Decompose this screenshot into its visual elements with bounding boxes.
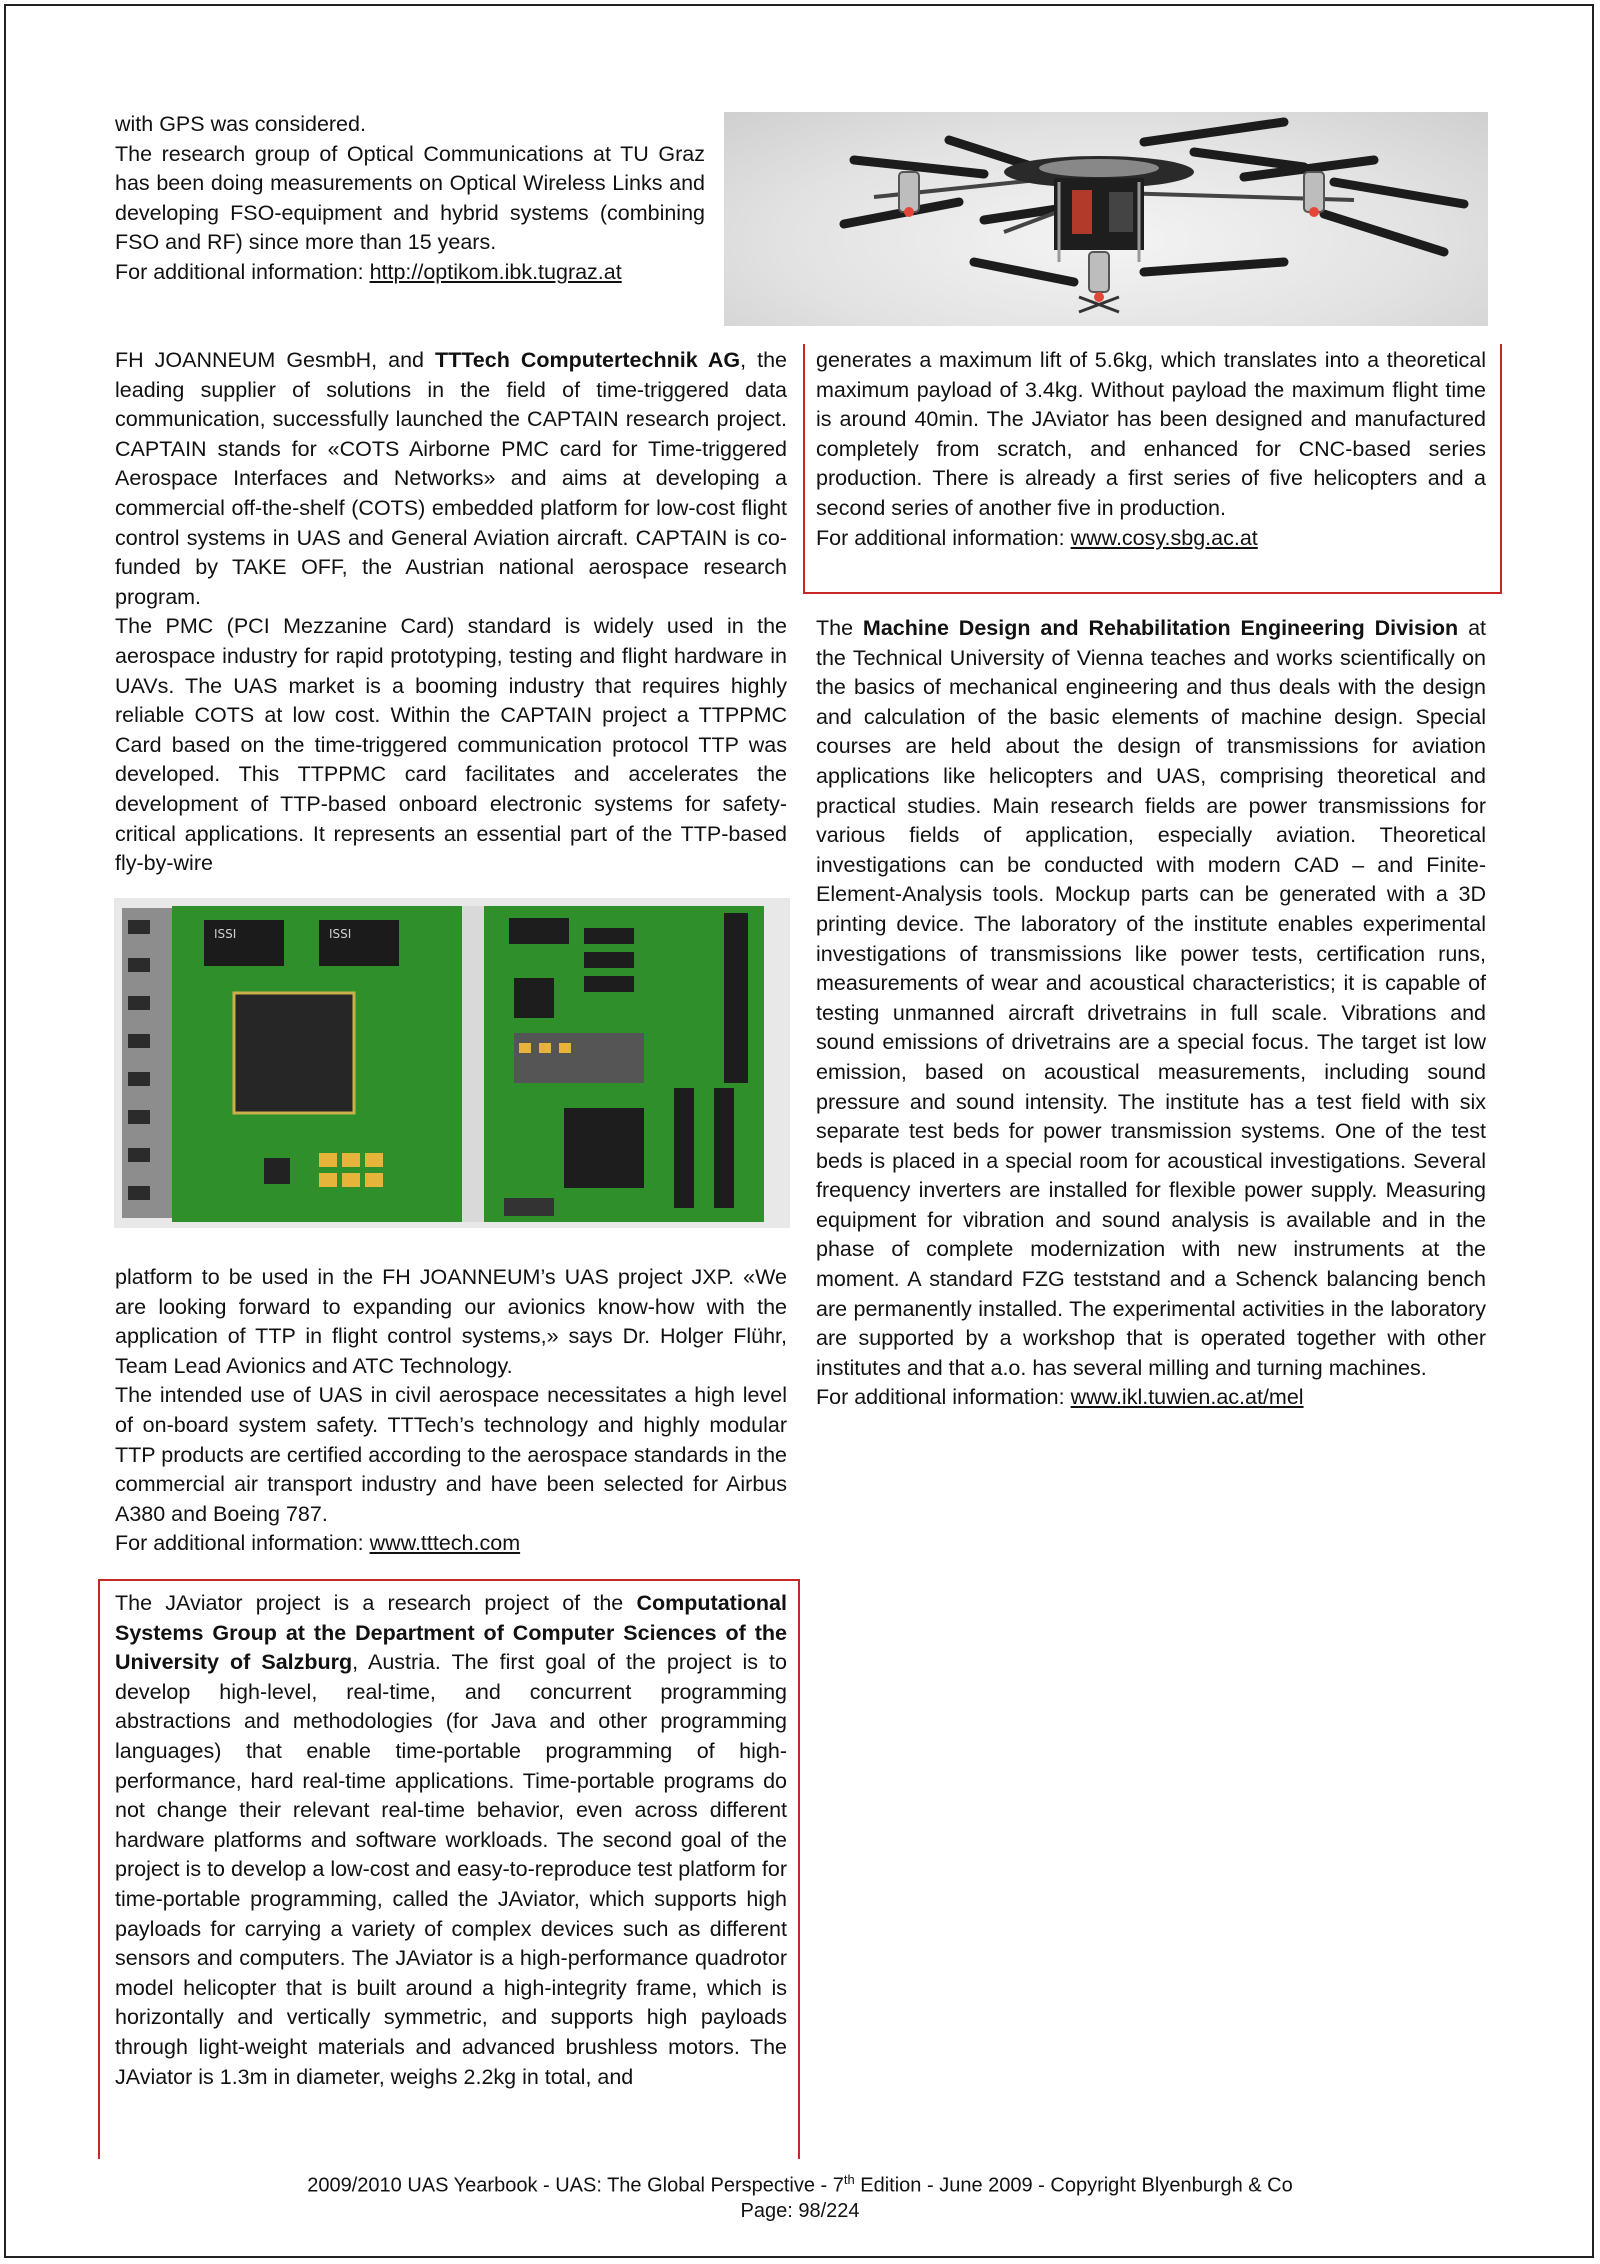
tuwien-info-line — [816, 1383, 1486, 1413]
footer-sup: th — [843, 2172, 855, 2187]
ttppmc-card-photo — [114, 898, 790, 1228]
tuwien-division-name: Machine Design and Rehabilitation Engineering Division — [862, 616, 1459, 640]
tuwien-link[interactable]: www.ikl.tuwien.ac.at/mel — [1070, 1385, 1304, 1410]
footer-copyright — [0, 2172, 1600, 2198]
chip-label-2: ISSI — [329, 927, 352, 941]
tttech-link[interactable]: www.tttech.com — [369, 1531, 521, 1556]
cosy-link[interactable]: www.cosy.sbg.ac.at — [1070, 525, 1258, 550]
intro-paragraph: The research group of Optical Communications at TU Graz has been doing measurements on Optical Wireless Links and developing FSO-equipment and hybrid systems (combining FSO and RF) since more than 15 years. — [115, 141, 705, 255]
javiator-lead-cont: , Austria. The first goal of the project is to develop high-level, real-time, and concurrent programming abstractions and methodologies (for Java and other programming languages) that enable time-portable programming of high-performance, hard real-time applications. Time-portable programs do not change their relevant real-time behavior, even across different hardware platforms and software workloads. The second goal of the project is to develop a low-cost and easy-to-reproduce test platform for time-portable programming, called the JAviator, which supports high payloads for carrying a variety of complex devices such as different sensors and computers. The JAviator is a high-performance quadrotor model helicopter that is built around a high-integrity frame, which is horizontally and vertically symmetric, and supports high payloads through light-weight materials and advanced brushless motors. The JAviator is 1.3m in diameter, weighs 2.2kg in total, and — [115, 1650, 787, 2089]
tttech-safety-paragraph: The intended use of UAS in civil aerospace necessitates a high level of on-board system safety. TTTech’s technology and highly modular TTP products are certified according to the aerospace standards in the commercial air transport industry and have been selected for Airbus A380 and Boeing 787. — [115, 1383, 787, 1526]
info-label: For additional information: — [115, 1531, 364, 1556]
footer-text-b: Edition - June 2009 - Copyright Blyenburgh & Co — [854, 2174, 1293, 2197]
tuwien-lead: The — [816, 616, 863, 640]
tttech-info-line — [115, 1529, 787, 1559]
jxp-paragraph: platform to be used in the FH JOANNEUM’s UAS project JXP. «We are looking forward to expanding our avionics know-how with the application of TTP in flight control systems,» says Dr. Holger Flühr, Team Lead Avionics and ATC Technology. — [115, 1265, 787, 1378]
circuit-board-illustration — [114, 898, 790, 1228]
intro-info-line — [115, 258, 705, 288]
info-label: For additional information: — [816, 1385, 1065, 1410]
javiator-helicopter-photo — [724, 112, 1488, 326]
footer-text-a: 2009/2010 UAS Yearbook - UAS: The Global Perspective - 7 — [307, 2174, 844, 2197]
optikom-link[interactable]: http://optikom.ibk.tugraz.at — [369, 259, 622, 284]
javiator-cont-paragraph: generates a maximum lift of 5.6kg, which translates into a theoretical maximum payload of 3.4kg. Without payload the maximum flight time is around 40min. The JAviator has been designed and manufactured completely from scratch, and enhanced for CNC-based series production. There is already a first series of five helicopters and a second series of another five in production. — [816, 348, 1486, 520]
fhj-lead-text: FH JOANNEUM GesmbH, and — [115, 348, 435, 372]
fhj-text-bottom — [115, 1263, 787, 1559]
intro-text — [115, 110, 705, 288]
javiator-lead: The JAviator project is a research project of the — [115, 1591, 637, 1615]
info-label: For additional information: — [816, 525, 1065, 550]
pmc-paragraph: The PMC (PCI Mezzanine Card) standard is widely used in the aerospace industry for rapid prototyping, testing and flight hardware in UAVs. The UAS market is a booming industry that requires highly reliable COTS at low cost. Within the CAPTAIN project a TTPPMC Card based on the time-triggered communication protocol TTP was developed. This TTPPMC card facilitates and accelerates the development of TTP-based onboard electronic systems for safety-critical applications. It represents an essential part of the TTP-based fly-by-wire — [115, 614, 787, 876]
salzburg-group-name: Computational Systems Group at the Department of Computer Sciences of the University of Salzburg — [115, 1591, 787, 1675]
javiator-paragraph — [115, 1589, 787, 2092]
intro-first-line: with GPS was considered. — [115, 112, 366, 136]
fhj-lead-paragraph — [115, 346, 787, 612]
page-number: Page: 98/224 — [740, 2200, 860, 2222]
helicopter-illustration — [724, 112, 1488, 326]
fhj-text-top — [115, 346, 787, 879]
tuwien-lead-cont: at the Technical University of Vienna teaches and works scientifically on the basics of mechanical engineering and thus deals with the design and calculation of the basic elements of machine design. Special courses are held about the design of transmissions for aviation applications like helicopters and UAS, comprising theoretical and practical studies. Main research fields are power transmissions for various fields of application, especially aviation. Theoretical investigations can be conducted with modern CAD – and Finite-Element-Analysis tools. Mockup parts can be generated with a 3D printing device. The laboratory of the institute enables experimental investigations of transmissions like power tests, certification runs, measurements of wear and acoustical characteristics; it is capable of testing unmanned aircraft drivetrains in full scale. Vibrations and sound emissions of drivetrains are a special focus. The target ist low emission, based on acoustical measurements, including sound pressure and sound intensity. The institute has a test field with six separate test beds for power transmission systems. One of the test beds is placed in a special room for acoustical investigations. Several frequency inverters are installed for flexible power supply. Measuring equipment for vibration and sound analysis is available and in the phase of complete modernization with new instruments at the moment. A standard FZG teststand and a Schenck balancing bench are permanently installed. The experimental activities in the laboratory are supported by a workshop that is operated together with other institutes and that a.o. has several milling and turning machines. — [816, 616, 1487, 1380]
tuwien-paragraph — [816, 614, 1486, 1383]
tttech-name: TTTech Computertechnik AG — [435, 348, 741, 372]
cosy-info-line — [816, 524, 1486, 554]
javiator-cont-text — [816, 346, 1486, 553]
tuwien-text — [816, 614, 1486, 1413]
chip-label-1: ISSI — [214, 927, 237, 941]
fhj-lead-cont: , the leading supplier of solutions in the field of time-triggered data communication, successfully launched the CAPTAIN research project. CAPTAIN stands for «COTS Airborne PMC card for Time-triggered Aerospace Interfaces and Networks» and aims at developing a commercial off-the-shelf (COTS) embedded platform for low-cost flight control systems in UAS and General Aviation aircraft. CAPTAIN is co-funded by TAKE OFF, the Austrian national aerospace research program. — [115, 348, 787, 609]
info-label: For additional information: — [115, 259, 364, 284]
javiator-text — [115, 1589, 787, 2092]
